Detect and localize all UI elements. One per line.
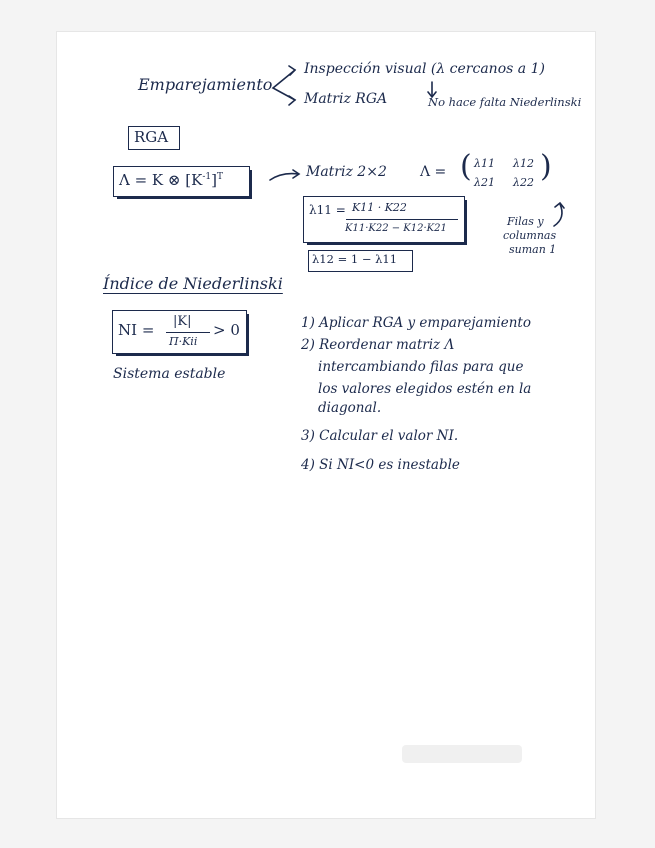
rga-label: RGA	[134, 128, 169, 146]
lambda-matrix-lhs: Λ =	[420, 164, 447, 180]
note-suman: suman 1	[509, 243, 557, 256]
matriz-2x2: Matriz 2×2	[306, 164, 387, 180]
step-3: 3) Calcular el valor NI.	[301, 428, 459, 444]
note-filas: Filas y	[507, 215, 544, 228]
erased-smudge	[402, 745, 522, 763]
lambda11-numerator: K11 · K22	[352, 201, 407, 214]
step-2-line-3: los valores elegidos estén en la	[318, 381, 532, 397]
niederlinski-heading: Índice de Niederlinski	[103, 274, 283, 293]
step-2: 2) Reordenar matriz Λ	[301, 337, 455, 353]
ni-greater-zero: > 0	[213, 321, 240, 339]
lambda11-fraction-bar	[346, 219, 458, 220]
ni-denominator: Π·Kii	[169, 335, 198, 348]
step-2-line-2: intercambiando filas para que	[318, 359, 524, 375]
curved-up-arrow-icon	[548, 200, 572, 230]
rga-formula: Λ = K ⊗ $[K^{-1}]^T$	[119, 171, 223, 189]
step-1: 1) Aplicar RGA y emparejamiento	[301, 315, 531, 331]
note-no-niederlinski: No hace falta Niederlinski	[428, 95, 582, 109]
emparejamiento-title: Emparejamiento	[138, 75, 273, 94]
note-columnas: columnas	[503, 229, 557, 242]
ni-numerator: |K|	[173, 314, 192, 329]
right-arrow-icon	[268, 168, 304, 184]
brace-arrows-icon	[265, 60, 305, 110]
ni-fraction-bar	[166, 332, 210, 333]
option-inspeccion-visual: Inspección visual (λ cercanos a 1)	[304, 61, 545, 77]
matrix-right-paren: )	[540, 149, 552, 184]
option-matriz-rga: Matriz RGA	[304, 91, 388, 107]
step-2-line-4: diagonal.	[318, 400, 382, 416]
matrix-left-paren: (	[460, 149, 472, 184]
sistema-estable-caption: Sistema estable	[113, 366, 226, 382]
lambda12-formula: λ12 = 1 − λ11	[312, 252, 398, 266]
matrix-l21: λ21	[474, 176, 495, 189]
lambda11-denominator: K11·K22 − K12·K21	[345, 223, 447, 234]
lambda11-lhs: λ11 =	[309, 203, 346, 217]
matrix-l11: λ11	[474, 157, 495, 170]
matrix-l22: λ22	[513, 176, 534, 189]
matrix-l12: λ12	[513, 157, 534, 170]
step-4: 4) Si NI<0 es inestable	[301, 457, 460, 473]
ni-lhs: NI =	[118, 321, 155, 339]
